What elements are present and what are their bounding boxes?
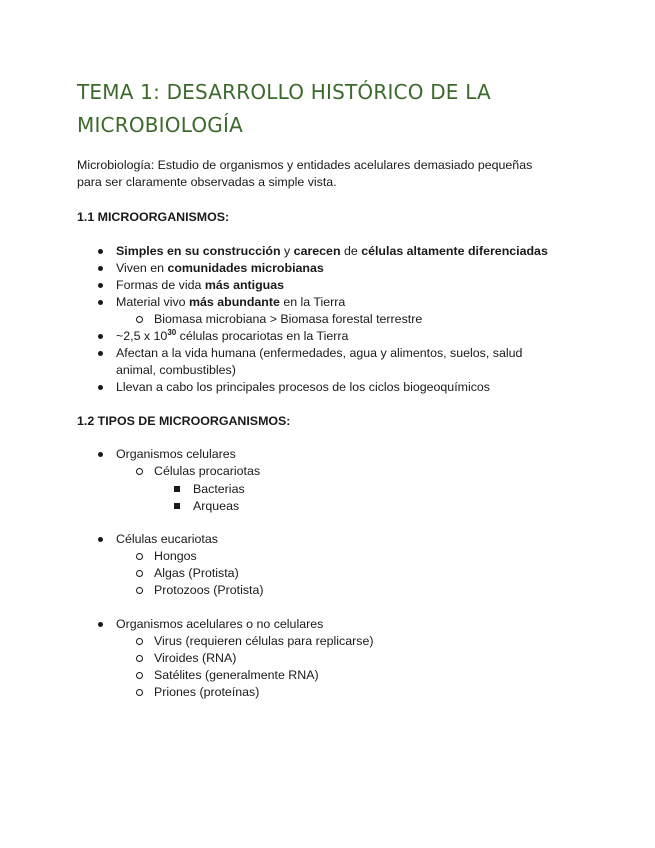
bullet-dot <box>98 283 103 288</box>
sub-list-item: Priones (proteínas) <box>154 685 260 699</box>
sub-bullet-circle <box>136 689 143 696</box>
sub-list-item: Virus (requieren células para replicarse) <box>154 634 374 648</box>
page-title: TEMA 1: DESARROLLO HISTÓRICO DE LA MICROBIOLOGÍA <box>77 80 491 137</box>
intro-line-1: Microbiología: Estudio de organismos y entidades acelulares demasiado pequeñas <box>77 158 533 172</box>
sub-list-item: Satélites (generalmente RNA) <box>154 668 319 682</box>
intro-line-2: para ser claramente observadas a simple vista. <box>77 175 337 189</box>
list-item-line-1: Afectan a la vida humana (enfermedades, agua y alimentos, suelos, salud <box>116 346 523 360</box>
list-item: Organismos celulares <box>116 447 236 461</box>
bullet-dot <box>98 334 103 339</box>
bullet-dot <box>98 622 103 627</box>
list-item-line-2: animal, combustibles) <box>116 363 236 377</box>
sub-bullet-circle <box>136 553 143 560</box>
sub-list-item: Algas (Protista) <box>154 566 239 580</box>
list-item: Viven en comunidades microbianas <box>116 261 324 275</box>
bullet-dot <box>98 266 103 271</box>
list-item: Formas de vida más antiguas <box>116 278 285 292</box>
bullet-dot <box>98 385 103 390</box>
bullet-dot <box>98 249 103 254</box>
sub-list-item: Viroides (RNA) <box>154 651 237 665</box>
sub-sub-list-item: Arqueas <box>193 499 240 513</box>
sub-sub-bullet-square <box>174 486 180 492</box>
sub-bullet-circle <box>136 316 143 323</box>
sub-list-item: Células procariotas <box>154 464 261 478</box>
list-item: Organismos acelulares o no celulares <box>116 617 324 631</box>
list-item: ~2,5 x $10^{30}$ células procariotas en la Tierra <box>116 327 349 343</box>
sub-sub-bullet-square <box>174 503 180 509</box>
sub-bullet-circle <box>136 655 143 662</box>
list-item: Células eucariotas <box>116 532 218 546</box>
bullet-dot <box>98 452 103 457</box>
bullet-dot <box>98 537 103 542</box>
sub-bullet-circle <box>136 468 143 475</box>
sub-list-item: Protozoos (Protista) <box>154 583 264 597</box>
section-1-heading: 1.1 MICROORGANISMOS: <box>77 210 230 224</box>
sub-sub-list-item: Bacterias <box>193 482 245 496</box>
list-item: Material vivo más abundante en la Tierra <box>116 295 346 309</box>
sub-bullet-circle <box>136 672 143 679</box>
list-item: Llevan a cabo los principales procesos de los ciclos biogeoquímicos <box>116 380 490 394</box>
section-2-heading: 1.2 TIPOS DE MICROORGANISMOS: <box>77 414 291 428</box>
sub-list-item: Biomasa microbiana > Biomasa forestal terrestre <box>154 312 423 326</box>
sub-bullet-circle <box>136 587 143 594</box>
sub-bullet-circle <box>136 638 143 645</box>
bullet-dot <box>98 351 103 356</box>
bullet-dot <box>98 300 103 305</box>
list-item: Simples en su construcción y carecen de células altamente diferenciadas <box>116 244 548 258</box>
sub-list-item: Hongos <box>154 549 197 563</box>
sub-bullet-circle <box>136 570 143 577</box>
